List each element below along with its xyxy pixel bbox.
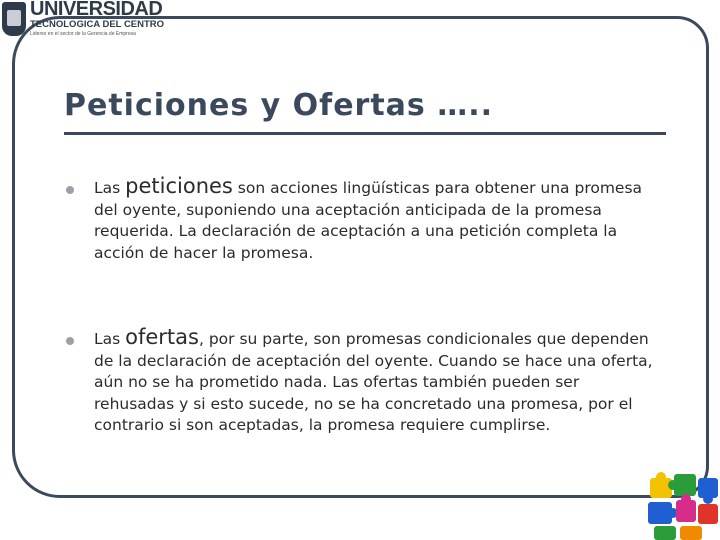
- paragraph-body: son acciones lingüísticas para obtener una promesa del oyente, suponiendo una aceptación anticipada de la promesa requerida. La declaración de aceptación a una petición completa la acción de hacer la promesa.: [94, 179, 643, 262]
- university-logo: [0, 0, 165, 44]
- logo-title: UNIVERSIDAD: [30, 0, 163, 20]
- paragraph-prefix: Las: [94, 179, 126, 197]
- slide-title: Peticiones y Ofertas …..: [64, 88, 494, 123]
- paragraph-prefix: Las: [94, 330, 126, 348]
- keyword-peticiones: peticiones: [125, 174, 233, 198]
- bullet-dot-icon: [66, 337, 74, 345]
- bullet-dot-icon: [66, 186, 74, 194]
- university-shield-icon: [2, 2, 26, 36]
- paragraph-body: , por su parte, son promesas condicionales que dependen de la declaración de aceptación del oyente. Cuando se hace una oferta, aún no se ha prometido nada. Las ofertas también pueden ser rehusadas y si esto sucede, no se ha concretado una promesa, por el contrario si son aceptadas, la promesa requiere cumplirse.: [94, 330, 653, 434]
- puzzle-pieces-icon: [644, 468, 720, 540]
- paragraph-peticiones: [94, 176, 664, 264]
- logo-subtitle: TECNOLOGICA DEL CENTRO: [30, 19, 165, 30]
- keyword-ofertas: ofertas: [125, 325, 199, 349]
- paragraph-ofertas: [94, 327, 664, 437]
- title-underline: [64, 132, 666, 135]
- logo-tagline: Lideres en el sector de la Gerencia de Empresa: [30, 31, 136, 37]
